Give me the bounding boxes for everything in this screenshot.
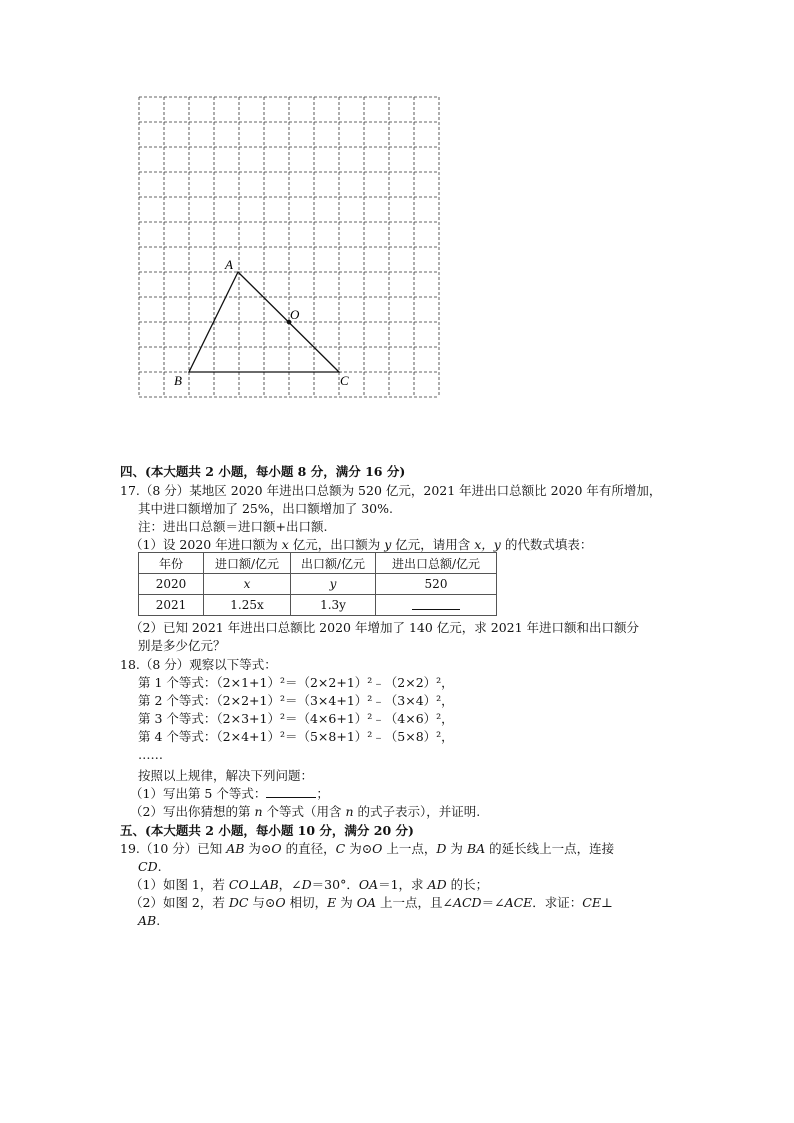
q17-line2: 其中进口额增加了 25%，出口额增加了 30%. xyxy=(138,501,393,516)
q17-part1-text-c: 亿元，请用含 xyxy=(391,537,475,552)
q18-part1-text-b: ； xyxy=(316,786,329,801)
seg-ab: AB xyxy=(226,841,245,856)
var-o: O xyxy=(271,841,282,856)
answer-blank[interactable] xyxy=(412,597,460,610)
angle-ace: ACE xyxy=(504,895,533,910)
var-o: O xyxy=(372,841,383,856)
seg-oa: OA xyxy=(358,877,379,892)
header-year: 年份 xyxy=(139,553,204,574)
label-c: C xyxy=(340,373,349,388)
grid-figure xyxy=(138,96,440,398)
q19-text-e: 上一点， xyxy=(382,841,437,856)
seg-ab: AB xyxy=(260,877,279,892)
angle-acd: ACD xyxy=(452,895,482,910)
q19-line2 xyxy=(138,858,162,876)
seg-ad: AD xyxy=(427,877,447,892)
seg-co: CO xyxy=(228,877,249,892)
label-o: O xyxy=(290,307,300,322)
q17-part2-line1: （2）已知 2021 年进出口总额比 2020 年增加了 140 亿元，求 2021 年进口额和出口额分 xyxy=(130,620,640,635)
cell-export: y xyxy=(291,574,376,595)
q19-p2-text-a: （2）如图 2，若 xyxy=(130,895,229,910)
q19-part2-cont xyxy=(138,912,160,930)
table-row-2020 xyxy=(139,574,497,595)
q19-p1-text-d: ＝30°． xyxy=(311,877,359,892)
label-a: A xyxy=(225,257,233,272)
var-x: x xyxy=(281,537,289,552)
q19-p2-text-b: 与⊙ xyxy=(248,895,276,910)
cell-export: 1.3y xyxy=(291,595,376,616)
q19-text-g: 的延长线上一点，连接 xyxy=(485,841,615,856)
var-o: O xyxy=(275,895,286,910)
q17-part2-line2: 别是多少亿元？ xyxy=(138,638,226,653)
var-e: E xyxy=(327,895,337,910)
q18-eq4: 第 4 个等式：（2×4+1）²＝（5×8+1）²﹣（5×8）²， xyxy=(138,729,454,744)
q19-p2-text-h: ．求证： xyxy=(532,895,583,910)
header-import: 进口额/亿元 xyxy=(204,553,291,574)
seg-ba: BA xyxy=(466,841,486,856)
label-b: B xyxy=(174,373,182,388)
q17-line1: 17.（8 分）某地区 2020 年进出口总额为 520 亿元，2021 年进出口总额比 2020 年有所增加， xyxy=(120,483,662,498)
header-total: 进出口总额/亿元 xyxy=(376,553,497,574)
answer-blank[interactable] xyxy=(266,785,316,798)
q18-dots: …… xyxy=(138,747,163,762)
q19-p1-text-c: ，∠ xyxy=(278,877,302,892)
q18-part2-text-c: 的式子表示），并证明. xyxy=(353,804,481,819)
q17-part1-text-b: 亿元，出口额为 xyxy=(288,537,385,552)
q18-line1: 18.（8 分）观察以下等式： xyxy=(120,657,277,672)
q19-text-f: 为 xyxy=(446,841,467,856)
q17-part1-text-a: （1）设 2020 年进口额为 xyxy=(130,537,282,552)
q18-part1-text-a: （1）写出第 5 个等式： xyxy=(130,786,267,801)
var-y: y xyxy=(384,537,392,552)
q18-eq2: 第 2 个等式：（2×2+1）²＝（3×4+1）²﹣（3×4）²， xyxy=(138,693,454,708)
seg-oa: OA xyxy=(356,895,376,910)
var-c: C xyxy=(335,841,346,856)
q19-line1 xyxy=(120,840,614,858)
q19-text-b: 为⊙ xyxy=(244,841,272,856)
q18-eq3: 第 3 个等式：（2×3+1）²＝（4×6+1）²﹣（4×6）²， xyxy=(138,711,454,726)
q19-p1-text-e: ＝1，求 xyxy=(378,877,428,892)
seg-dc: DC xyxy=(228,895,249,910)
q19-p2-text-d: 为 xyxy=(336,895,357,910)
seg-ab: AB xyxy=(138,913,157,928)
q19-p1-text-a: （1）如图 1，若 xyxy=(130,877,229,892)
q18-part2-text-a: （2）写出你猜想的第 xyxy=(130,804,255,819)
cell-import: x xyxy=(204,574,291,595)
q17-table xyxy=(138,552,497,616)
q19-p2-text-c: 相切， xyxy=(285,895,328,910)
q17-part1-text-d: 的代数式填表： xyxy=(500,537,593,552)
section-5-heading: 五、(本大题共 2 小题，每小题 10 分，满分 20 分) xyxy=(120,823,414,838)
q18-part2-text-b: 个等式（用含 xyxy=(262,804,346,819)
q18-rule: 按照以上规律，解决下列问题： xyxy=(138,768,314,783)
q19-p1-text-f: 的长； xyxy=(446,877,489,892)
q19-part1 xyxy=(130,876,488,894)
header-export: 出口额/亿元 xyxy=(291,553,376,574)
var-xy: x，y xyxy=(474,537,501,552)
q18-eq1: 第 1 个等式：（2×1+1）²＝（2×2+1）²﹣（2×2）²， xyxy=(138,675,454,690)
var-n: n xyxy=(254,804,263,819)
var-n: n xyxy=(345,804,354,819)
cell-total: 520 xyxy=(376,574,497,595)
table-header-row xyxy=(139,553,497,574)
q19-p2-text-f: 上一点，且∠ xyxy=(376,895,453,910)
perp-symbol: ⊥ xyxy=(601,895,613,910)
q19-text-c: 的直径， xyxy=(281,841,336,856)
cell-year: 2021 xyxy=(139,595,204,616)
section-4-heading: 四、(本大题共 2 小题，每小题 8 分，满分 16 分) xyxy=(120,464,406,479)
q19-p2-end: . xyxy=(156,913,161,928)
q17-note: 注：进出口总额＝进口额+出口额. xyxy=(138,519,328,534)
cell-import: 1.25x xyxy=(204,595,291,616)
cell-total-blank[interactable] xyxy=(376,595,497,616)
perp-symbol: ⊥ xyxy=(248,877,261,892)
q19-part2 xyxy=(130,894,613,912)
grid-lines xyxy=(139,97,439,397)
grid-svg xyxy=(138,96,440,398)
var-d: D xyxy=(301,877,312,892)
q18-part2 xyxy=(130,803,480,821)
seg-cd: CD xyxy=(138,859,158,874)
var-d: D xyxy=(436,841,447,856)
q19-text-a: 19.（10 分）已知 xyxy=(120,841,227,856)
q19-line2-end: . xyxy=(157,859,162,874)
cell-year: 2020 xyxy=(139,574,204,595)
seg-ce: CE xyxy=(582,895,601,910)
table-row-2021 xyxy=(139,595,497,616)
q19-text-d: 为⊙ xyxy=(345,841,373,856)
q19-p2-text-g: ＝∠ xyxy=(481,895,505,910)
q18-part1 xyxy=(130,785,329,803)
